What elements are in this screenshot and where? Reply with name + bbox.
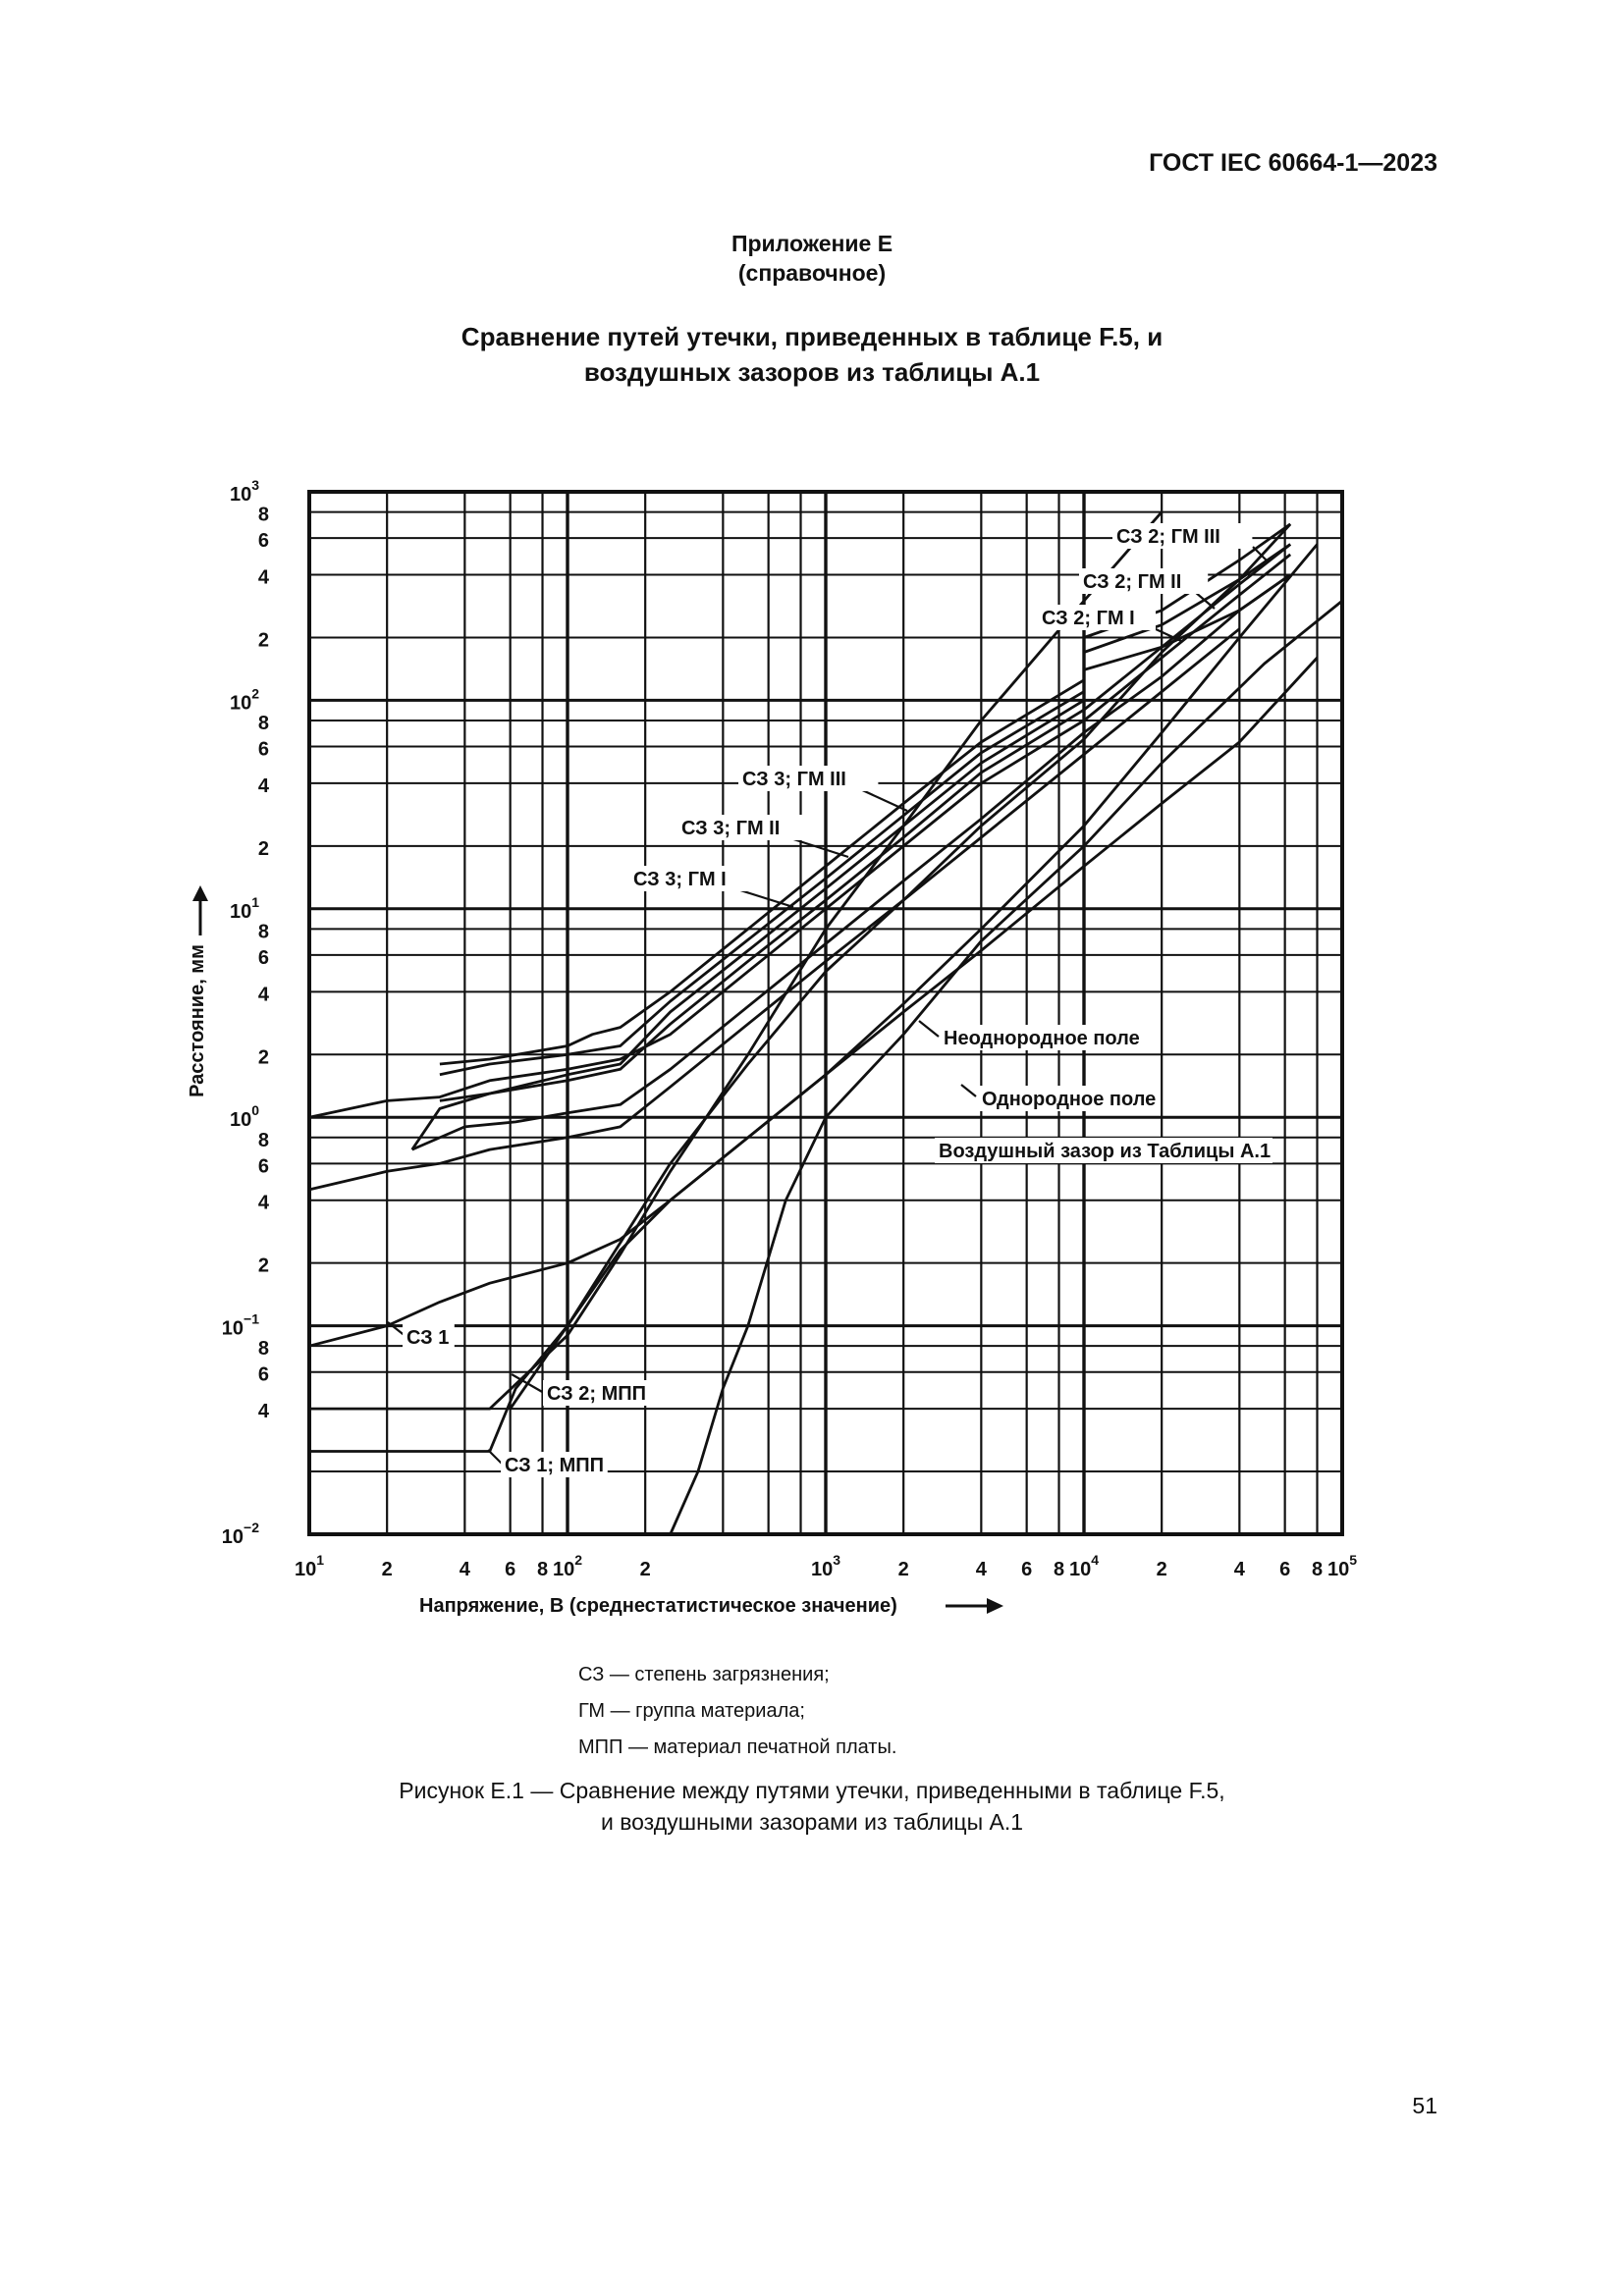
y-tick-label: 8: [257, 921, 269, 943]
title-line-2: воздушных зазоров из таблицы А.1: [583, 357, 1041, 387]
y-tick-label: 8: [257, 1338, 269, 1361]
y-tick-label: 8: [257, 712, 269, 734]
x-tick-label: 6: [1021, 1559, 1033, 1580]
annotation-leader: [919, 1021, 939, 1037]
annotation-label: СЗ 2; ГМ II: [1083, 571, 1182, 593]
x-tick-label: 2: [639, 1559, 651, 1580]
legend-note-pollution: СЗ — степень загрязнения;: [578, 1664, 830, 1685]
y-tick-label: 2: [257, 629, 269, 652]
y-axis-label: Расстояние, мм: [187, 944, 208, 1097]
y-tick-label: 6: [257, 1363, 269, 1386]
y-tick-label: 2: [257, 1255, 269, 1277]
annotation-leader: [488, 1450, 503, 1465]
y-tick-label: $10^2$: [229, 685, 259, 715]
chart-grid: [309, 492, 1342, 1534]
annotation-label: СЗ 2; ГМ III: [1116, 526, 1220, 548]
annotation-label: СЗ 2; МПП: [547, 1383, 647, 1405]
y-tick-label: 8: [257, 1129, 269, 1151]
series-line-5: [440, 692, 1084, 1075]
y-tick-label: $10^{-2}$: [221, 1520, 259, 1548]
annotation-label: СЗ 3; ГМ I: [633, 869, 727, 890]
x-tick-labels: [295, 1552, 1357, 1580]
annotation-label: СЗ 2; ГМ I: [1042, 608, 1135, 629]
annotation-label: СЗ 1; МПП: [505, 1455, 605, 1476]
y-tick-label: 4: [257, 566, 269, 589]
x-tick-label: 4: [459, 1559, 470, 1580]
series-line-11: [309, 658, 1318, 1346]
y-axis-arrow: [192, 885, 208, 935]
annotation-label: СЗ 3; ГМ II: [681, 818, 781, 839]
y-tick-label: 6: [257, 946, 269, 969]
annotation-leader: [858, 788, 907, 811]
legend-note-material: ГМ — группа материала;: [578, 1700, 805, 1722]
x-tick-label: $10^2$: [552, 1552, 583, 1580]
y-tick-label: $10^1$: [229, 893, 259, 923]
caption-line-2: и воздушными зазорами из таблицы А.1: [600, 1809, 1024, 1835]
page-number: 51: [1412, 2093, 1437, 2118]
y-tick-label: $10^{-1}$: [221, 1310, 259, 1340]
x-tick-label: 4: [975, 1559, 987, 1580]
x-tick-label: 2: [1156, 1559, 1167, 1580]
caption-line-1: Рисунок Е.1 — Сравнение между путями утечки, приведенными в таблице F.5,: [399, 1778, 1225, 1803]
abbreviation-legend: [578, 1657, 896, 1766]
annotation-label: СЗ 1: [406, 1327, 450, 1349]
y-tick-label: 6: [257, 738, 269, 761]
y-tick-label: $10^0$: [229, 1102, 259, 1132]
y-tick-labels: [222, 477, 270, 1548]
annotation-label: Однородное поле: [982, 1089, 1157, 1110]
x-tick-label: $10^4$: [1068, 1552, 1100, 1580]
x-tick-label: 6: [505, 1559, 516, 1580]
title-line-1: Сравнение путей утечки, приведенных в таблице F.5, и: [460, 322, 1164, 351]
x-tick-label: 8: [536, 1559, 549, 1580]
y-tick-label: 4: [257, 984, 269, 1006]
x-tick-label: 2: [381, 1559, 393, 1580]
y-tick-label: 6: [257, 1155, 269, 1178]
x-tick-label: 8: [1311, 1559, 1324, 1580]
x-tick-label: $10^1$: [294, 1552, 325, 1580]
annotation-label: Неоднородное поле: [944, 1028, 1140, 1049]
series-line-15: [309, 545, 1318, 1452]
y-tick-label: 8: [257, 504, 269, 526]
legend-note-pcb: МПП — материал печатной платы.: [578, 1736, 897, 1758]
x-tick-label: $10^3$: [810, 1552, 841, 1580]
series-line-4: [440, 680, 1084, 1064]
figure-caption: [0, 1775, 1624, 1838]
annotation-leader: [961, 1085, 976, 1096]
x-tick-label: 4: [1233, 1559, 1245, 1580]
appendix-type: (справочное): [737, 260, 887, 286]
x-axis-arrow: [946, 1598, 1003, 1614]
y-tick-label: 4: [257, 774, 269, 797]
appendix-label: Приложение Е: [731, 231, 893, 256]
standard-code: ГОСТ IEC 60664-1—2023: [1149, 149, 1437, 177]
y-tick-label: 4: [257, 1192, 269, 1214]
annotation-label: Воздушный зазор из Таблицы А.1: [939, 1141, 1272, 1162]
series-line-12: [511, 524, 1290, 1409]
y-tick-label: $10^3$: [229, 477, 259, 506]
y-tick-label: 2: [257, 837, 269, 860]
y-tick-label: 4: [257, 1401, 269, 1423]
x-tick-label: 2: [897, 1559, 909, 1580]
y-tick-label: 2: [257, 1046, 269, 1069]
y-tick-label: 6: [257, 530, 269, 553]
x-axis-label: Напряжение, В (среднестатистическое значение): [419, 1595, 897, 1617]
annotation-label: СЗ 3; ГМ III: [742, 769, 846, 790]
x-tick-label: 6: [1279, 1559, 1291, 1580]
x-tick-label: 8: [1053, 1559, 1065, 1580]
x-tick-label: $10^5$: [1326, 1552, 1358, 1580]
